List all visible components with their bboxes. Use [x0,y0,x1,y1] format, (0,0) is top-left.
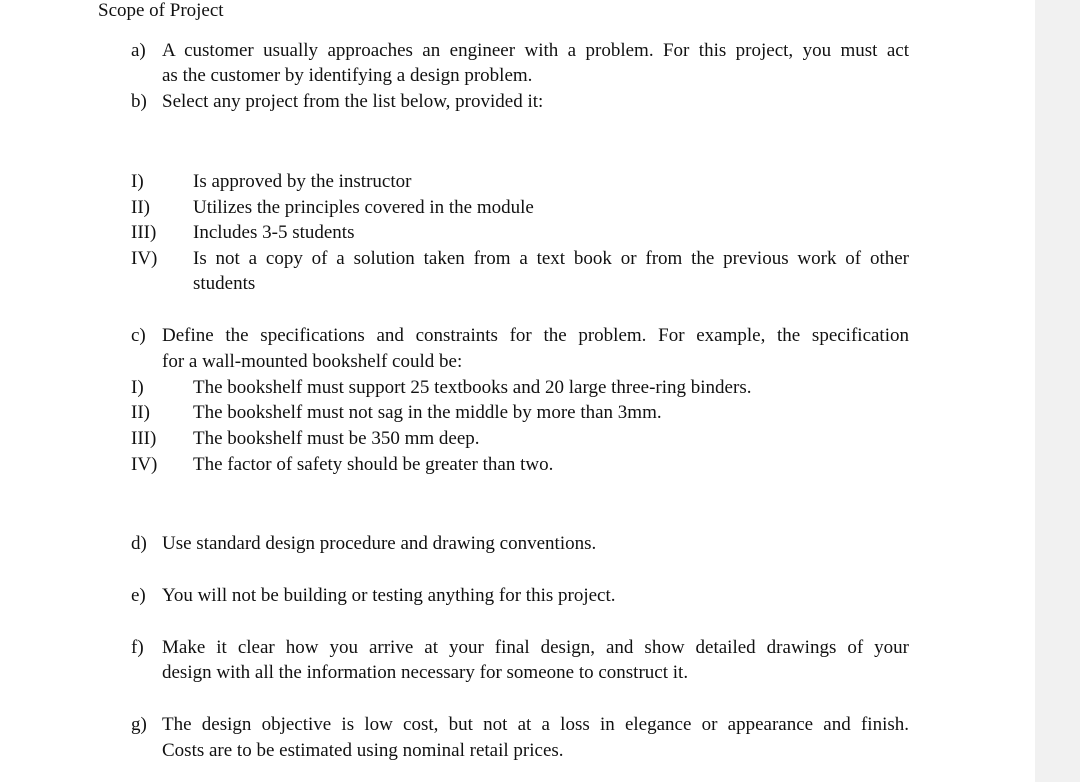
c-list-numeral: II) [131,402,150,423]
item-b-marker: b) [131,91,147,112]
c-list-numeral: I) [131,377,144,398]
c-list-text: The bookshelf must support 25 textbooks and 20 large three-ring binders. [193,377,752,398]
item-f-marker: f) [131,637,144,658]
item-a-line2: as the customer by identifying a design problem. [162,65,533,86]
c-list-numeral: III) [131,428,157,449]
c-list-text: The factor of safety should be greater than two. [193,454,554,475]
b-list-numeral: I) [131,171,144,192]
c-list-text: The bookshelf must not sag in the middle by more than 3mm. [193,402,662,423]
b-list-text-continuation: students [193,273,256,294]
b-list-text: Utilizes the principles covered in the module [193,197,534,218]
item-g-line1: The design objective is low cost, but not at a loss in elegance or appearance and finish. [162,714,909,735]
item-d-marker: d) [131,533,147,554]
item-b-line1: Select any project from the list below, provided it: [162,91,544,112]
b-list-numeral: III) [131,222,157,243]
item-e-line1: You will not be building or testing anything for this project. [162,585,616,606]
item-f-line1: Make it clear how you arrive at your final design, and show detailed drawings of your [162,637,909,658]
item-a-marker: a) [131,40,146,61]
b-list-numeral: II) [131,197,150,218]
item-a-line1: A customer usually approaches an engineer with a problem. For this project, you must act [162,40,909,61]
item-g-marker: g) [131,714,147,735]
item-f-line2: design with all the information necessary for someone to construct it. [162,662,689,683]
section-heading: Scope of Project [98,0,224,21]
b-list-text: Is approved by the instructor [193,171,412,192]
item-d-line1: Use standard design procedure and drawing conventions. [162,533,597,554]
item-c-line1: Define the specifications and constraints for the problem. For example, the specification [162,325,909,346]
c-list-numeral: IV) [131,454,158,475]
item-g-line2: Costs are to be estimated using nominal retail prices. [162,740,564,761]
item-e-marker: e) [131,585,146,606]
viewer-side-panel [1035,0,1080,782]
item-c-line2: for a wall-mounted bookshelf could be: [162,351,463,372]
b-list-numeral: IV) [131,248,158,269]
c-list-text: The bookshelf must be 350 mm deep. [193,428,480,449]
item-c-marker: c) [131,325,146,346]
b-list-text: Includes 3-5 students [193,222,355,243]
b-list-text: Is not a copy of a solution taken from a text book or from the previous work of other [193,248,909,269]
